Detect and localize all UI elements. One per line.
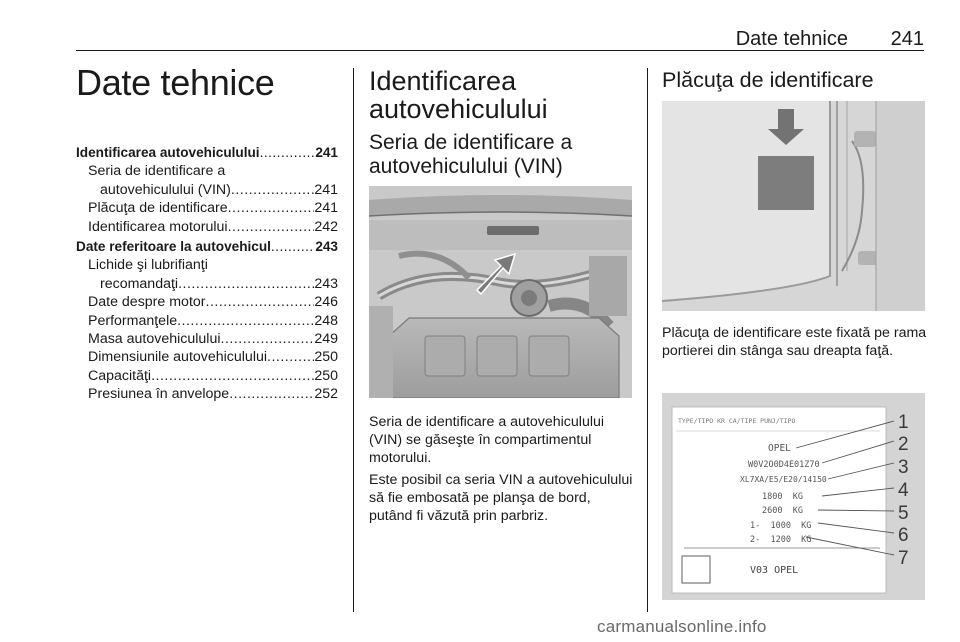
- callout-number: 3: [898, 457, 909, 478]
- chapter-title: Date tehnice: [76, 62, 275, 103]
- toc-page: 250: [314, 349, 338, 366]
- plate-blank-box: [682, 556, 710, 583]
- plate-row: XL7XA/E5/E20/14150: [740, 475, 827, 484]
- toc-label: Date referitoare la autovehicul: [76, 239, 271, 255]
- plate-header-text: TYPE/TIPO KR CA/TIPE PUNJ/TIPO: [678, 417, 796, 425]
- toc-label: Identificarea motorului: [88, 218, 228, 235]
- identification-plate-diagram: [662, 393, 925, 600]
- callout-number: 7: [898, 548, 909, 569]
- toc-page: 243: [314, 275, 338, 292]
- subsection-heading: Plăcuţa de identificare: [662, 68, 874, 92]
- plate-row: 1- 1000 KG: [750, 521, 812, 531]
- toc-label: Masa autovehiculului: [88, 331, 221, 348]
- column-divider-right: [647, 68, 648, 612]
- toc-entry[interactable]: [76, 330, 338, 348]
- door-frame-figure: [662, 101, 925, 311]
- toc-label: Seria de identificare a: [88, 163, 226, 180]
- toc-entry[interactable]: [76, 199, 338, 217]
- callout-number: 4: [898, 480, 909, 501]
- toc-page: 250: [314, 367, 338, 384]
- plate-row: 2600 KG: [762, 506, 803, 516]
- toc-page: 241: [315, 145, 338, 160]
- body-paragraph: Este posibil ca seria VIN a autovehiculului să fie embosată pe planşa de bord, putând fi văzută prin parbriz.: [369, 472, 633, 525]
- callout-number: 1: [898, 412, 909, 433]
- toc-entry[interactable]: [76, 162, 338, 180]
- table-of-contents: [76, 144, 338, 404]
- toc-entry[interactable]: [76, 385, 338, 403]
- toc-label: Dimensiunile autovehiculului: [88, 349, 268, 366]
- engine-compartment-figure: [369, 186, 632, 398]
- watermark-text: carmanualsonline.info: [597, 617, 767, 636]
- toc-label: Presiunea în anvelope: [88, 386, 230, 403]
- toc-page: 252: [314, 386, 338, 403]
- toc-entry[interactable]: [76, 218, 338, 236]
- body-paragraph: Seria de identificare a autovehiculului (VIN) se găseşte în compartimentul motorului.: [369, 414, 605, 467]
- plate-row: W0V2O0D4E01Z70: [748, 460, 820, 470]
- toc-label: recomandaţi: [100, 275, 179, 292]
- callout-number: 5: [898, 503, 909, 524]
- toc-label: Identificarea autovehiculului: [76, 145, 260, 160]
- toc-label: autovehiculului (VIN): [100, 181, 231, 198]
- plate-row: OPEL: [768, 443, 791, 454]
- toc-entry[interactable]: [76, 238, 338, 256]
- callout-number: 2: [898, 434, 909, 455]
- column-divider-left: [353, 68, 354, 612]
- toc-entry[interactable]: [76, 348, 338, 366]
- toc-page: 248: [314, 312, 338, 329]
- plate-row: 2- 1200 KG: [750, 535, 812, 545]
- body-paragraph: Plăcuţa de identificare este fixată pe rama portierei din stânga sau dreapta faţă.: [662, 325, 927, 360]
- toc-entry[interactable]: [76, 312, 338, 330]
- toc-label: Plăcuţa de identificare: [88, 200, 228, 217]
- page-number: 241: [890, 28, 924, 50]
- toc-entry[interactable]: [76, 256, 338, 274]
- toc-label: Capacităţi: [88, 367, 152, 384]
- toc-entry[interactable]: [76, 181, 338, 199]
- toc-entry[interactable]: [76, 275, 338, 293]
- section-heading: Identificarea autovehiculului: [369, 66, 548, 124]
- toc-page: 243: [315, 239, 338, 255]
- toc-page: 242: [314, 218, 338, 235]
- plate-box-label: V03 OPEL: [750, 565, 799, 576]
- toc-label: Date despre motor: [88, 294, 206, 311]
- plate-row: 1800 KG: [762, 492, 803, 502]
- toc-page: 249: [314, 331, 338, 348]
- toc-entry[interactable]: [76, 367, 338, 385]
- id-plate-marker: [758, 156, 814, 210]
- toc-entry[interactable]: [76, 293, 338, 311]
- toc-label: Lichide şi lubrifianţi: [88, 257, 208, 274]
- subsection-heading: Seria de identificare a autovehiculului (VIN): [369, 131, 573, 178]
- header-rule: [76, 50, 924, 51]
- toc-page: 246: [314, 294, 338, 311]
- toc-page: 241: [314, 181, 338, 198]
- running-header-title: Date tehnice: [735, 28, 848, 50]
- toc-entry[interactable]: [76, 144, 338, 162]
- toc-label: Performanţele: [88, 312, 178, 329]
- toc-page: 241: [314, 200, 338, 217]
- callout-number: 6: [898, 525, 909, 546]
